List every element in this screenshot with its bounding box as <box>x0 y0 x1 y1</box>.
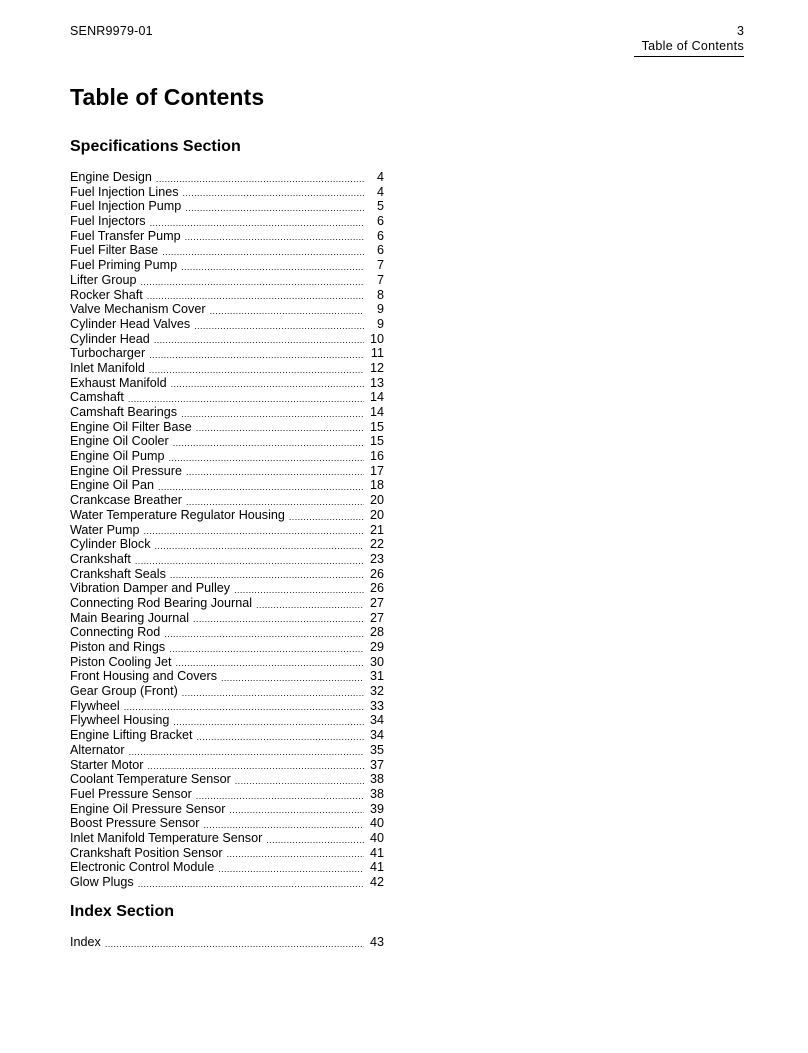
dot-leader <box>176 657 364 669</box>
toc-entry[interactable] <box>70 655 384 670</box>
toc-entry[interactable] <box>70 288 384 303</box>
toc-entry-page-number: 21 <box>369 522 384 537</box>
toc-entry-title: Fuel Filter Base <box>70 243 159 258</box>
toc-entry[interactable] <box>70 713 384 728</box>
toc-entry-title: Fuel Injection Lines <box>70 184 179 199</box>
dot-leader <box>147 290 364 302</box>
toc-entry-title: Cylinder Head Valves <box>70 316 191 331</box>
dot-leader <box>164 628 364 640</box>
dot-leader <box>173 716 364 728</box>
running-header-title: Table of Contents <box>641 39 744 53</box>
toc-entry-page-number: 35 <box>369 742 384 757</box>
dot-leader <box>128 393 364 405</box>
dot-leader <box>135 555 364 567</box>
toc-entry-title: Cylinder Block <box>70 537 151 552</box>
toc-entry[interactable] <box>70 743 384 758</box>
dot-leader <box>169 452 364 464</box>
index-section-heading: Index Section <box>70 903 175 920</box>
dot-leader <box>144 525 364 537</box>
toc-entry[interactable] <box>70 537 384 552</box>
dot-leader <box>229 804 364 816</box>
toc-entry-page-number: 29 <box>369 640 384 654</box>
toc-entry-title: Inlet Manifold Temperature Sensor <box>70 830 263 845</box>
toc-entry[interactable] <box>70 185 384 200</box>
toc-entry-page-number: 41 <box>369 860 384 875</box>
toc-entry-page-number: 38 <box>369 772 384 787</box>
toc-entry-title: Valve Mechanism Cover <box>70 302 206 317</box>
dot-leader <box>266 834 364 846</box>
dot-leader <box>169 643 364 655</box>
dot-leader <box>138 878 364 890</box>
dot-leader <box>197 731 364 743</box>
toc-entry[interactable] <box>70 699 384 714</box>
dot-leader <box>185 231 364 243</box>
toc-entry-page-number: 40 <box>369 830 384 845</box>
dot-leader <box>124 701 364 713</box>
toc-entry-page-number: 11 <box>370 346 384 361</box>
toc-entry-title: Engine Oil Pressure <box>70 463 182 478</box>
toc-entry-page-number: 39 <box>369 801 384 816</box>
dot-leader <box>234 584 364 596</box>
toc-entry-page-number: 15 <box>369 434 384 449</box>
dot-leader <box>186 496 364 508</box>
dot-leader <box>218 863 364 875</box>
toc-entry[interactable] <box>70 170 384 185</box>
dot-leader <box>154 334 364 346</box>
toc-entry[interactable] <box>70 434 384 449</box>
dot-leader <box>129 746 364 758</box>
dot-leader <box>183 187 364 199</box>
toc-entry-page-number: 41 <box>369 845 384 860</box>
dot-leader <box>147 760 364 772</box>
dot-leader <box>182 687 364 699</box>
toc-entry[interactable] <box>70 508 384 523</box>
toc-entry-title: Engine Oil Filter Base <box>70 419 192 434</box>
dot-leader <box>149 364 364 376</box>
toc-entry[interactable] <box>70 802 384 817</box>
toc-entry[interactable] <box>70 302 384 317</box>
toc-entry-page-number: 6 <box>376 243 384 258</box>
toc-entry-title: Glow Plugs <box>70 875 134 889</box>
dot-leader <box>155 540 365 552</box>
toc-entry-page-number: 28 <box>369 625 384 640</box>
toc-entry-page-number: 34 <box>369 728 384 743</box>
specifications-toc-list <box>70 170 384 890</box>
page-number: 3 <box>737 24 744 38</box>
toc-entry-title: Engine Oil Pan <box>70 478 155 493</box>
toc-entry[interactable] <box>70 581 384 596</box>
toc-entry-page-number: 6 <box>376 228 384 243</box>
dot-leader <box>185 202 364 214</box>
toc-entry-title: Vibration Damper and Pulley <box>70 581 231 596</box>
toc-entry-page-number: 15 <box>369 419 384 434</box>
toc-entry[interactable] <box>70 493 384 508</box>
toc-entry-title: Exhaust Manifold <box>70 375 167 390</box>
toc-entry-page-number: 13 <box>369 375 384 390</box>
dot-leader <box>170 569 364 581</box>
dot-leader <box>149 349 364 361</box>
toc-entry[interactable] <box>70 625 384 640</box>
page-title: Table of Contents <box>70 84 265 110</box>
dot-leader <box>186 466 364 478</box>
toc-entry-page-number: 27 <box>369 595 384 610</box>
toc-entry-page-number: 26 <box>369 581 384 596</box>
index-toc-list <box>70 935 384 950</box>
toc-entry-title: Fuel Pressure Sensor <box>70 786 192 801</box>
toc-entry[interactable] <box>70 346 384 361</box>
toc-entry[interactable] <box>70 860 384 875</box>
toc-entry[interactable] <box>70 405 384 420</box>
toc-entry-page-number: 42 <box>369 875 384 889</box>
dot-leader <box>156 173 364 185</box>
toc-entry-title: Engine Oil Pump <box>70 449 165 464</box>
toc-entry[interactable] <box>70 935 384 950</box>
toc-entry-title: Crankshaft Seals <box>70 566 166 581</box>
toc-entry-title: Coolant Temperature Sensor <box>70 772 231 787</box>
toc-entry[interactable] <box>70 273 384 288</box>
toc-entry-page-number: 40 <box>369 816 384 831</box>
dot-leader <box>227 848 364 860</box>
toc-entry[interactable] <box>70 772 384 787</box>
toc-entry-page-number: 20 <box>369 493 384 508</box>
toc-entry-title: Camshaft <box>70 390 124 405</box>
toc-entry[interactable] <box>70 567 384 582</box>
dot-leader <box>150 217 364 229</box>
toc-entry[interactable] <box>70 831 384 846</box>
dot-leader <box>171 378 364 390</box>
toc-entry-title: Gear Group (Front) <box>70 684 178 699</box>
toc-entry-page-number: 4 <box>376 184 384 199</box>
toc-entry-page-number: 32 <box>369 684 384 699</box>
toc-entry-page-number: 7 <box>376 258 384 273</box>
toc-entry-title: Front Housing and Covers <box>70 669 217 684</box>
dot-leader <box>173 437 364 449</box>
toc-entry-title: Connecting Rod Bearing Journal <box>70 595 253 610</box>
toc-entry-title: Rocker Shaft <box>70 287 143 302</box>
toc-entry[interactable] <box>70 376 384 391</box>
toc-entry-page-number: 22 <box>369 537 384 552</box>
toc-entry[interactable] <box>70 449 384 464</box>
toc-entry-page-number: 5 <box>376 199 384 214</box>
toc-entry-page-number: 20 <box>369 507 384 522</box>
toc-entry[interactable] <box>70 478 384 493</box>
toc-entry-title: Crankshaft <box>70 551 131 566</box>
toc-entry-page-number: 18 <box>369 478 384 493</box>
toc-entry[interactable] <box>70 728 384 743</box>
toc-entry[interactable] <box>70 332 384 347</box>
toc-entry[interactable] <box>70 258 384 273</box>
dot-leader <box>181 408 364 420</box>
dot-leader <box>235 775 364 787</box>
toc-entry-title: Piston and Rings <box>70 640 166 654</box>
toc-entry-title: Main Bearing Journal <box>70 610 190 625</box>
toc-entry[interactable] <box>70 640 384 655</box>
document-number: SENR9979-01 <box>70 24 153 38</box>
toc-entry[interactable] <box>70 552 384 567</box>
dot-leader <box>194 320 364 332</box>
toc-entry-page-number: 26 <box>369 566 384 581</box>
toc-entry-title: Index <box>70 935 101 949</box>
toc-entry-title: Alternator <box>70 742 125 757</box>
toc-entry-title: Piston Cooling Jet <box>70 654 172 669</box>
dot-leader <box>210 305 364 317</box>
dot-leader <box>221 672 364 684</box>
toc-entry[interactable] <box>70 214 384 229</box>
toc-entry-page-number: 23 <box>369 551 384 566</box>
dot-leader <box>196 790 364 802</box>
toc-entry[interactable] <box>70 199 384 214</box>
dot-leader <box>181 261 364 273</box>
toc-entry[interactable] <box>70 361 384 376</box>
toc-entry[interactable] <box>70 684 384 699</box>
toc-entry[interactable] <box>70 758 384 773</box>
toc-entry-page-number: 12 <box>369 360 384 375</box>
toc-entry[interactable] <box>70 816 384 831</box>
toc-entry[interactable] <box>70 390 384 405</box>
toc-entry-page-number: 4 <box>376 170 384 184</box>
toc-entry-title: Water Temperature Regulator Housing <box>70 507 285 522</box>
toc-entry-title: Fuel Injectors <box>70 214 146 229</box>
toc-entry-page-number: 43 <box>369 935 384 949</box>
toc-entry-page-number: 14 <box>369 390 384 405</box>
toc-entry[interactable] <box>70 875 384 890</box>
toc-entry[interactable] <box>70 317 384 332</box>
toc-entry-page-number: 27 <box>369 610 384 625</box>
toc-entry-title: Engine Lifting Bracket <box>70 728 193 743</box>
dot-leader <box>162 246 364 258</box>
toc-entry-title: Cylinder Head <box>70 331 150 346</box>
toc-entry-title: Turbocharger <box>70 346 146 361</box>
dot-leader <box>289 511 364 523</box>
dot-leader <box>256 599 364 611</box>
toc-entry-title: Camshaft Bearings <box>70 405 178 419</box>
toc-entry-title: Fuel Transfer Pump <box>70 228 181 243</box>
header-underline <box>634 56 744 57</box>
toc-entry-page-number: 9 <box>376 302 384 317</box>
toc-entry[interactable] <box>70 464 384 479</box>
toc-entry[interactable] <box>70 229 384 244</box>
toc-entry[interactable] <box>70 846 384 861</box>
toc-entry-page-number: 16 <box>369 449 384 464</box>
toc-entry-page-number: 31 <box>369 669 384 684</box>
toc-entry-title: Flywheel Housing <box>70 713 170 728</box>
toc-entry[interactable] <box>70 523 384 538</box>
toc-entry-page-number: 34 <box>369 713 384 728</box>
specifications-section-heading: Specifications Section <box>70 138 241 155</box>
toc-entry[interactable] <box>70 611 384 626</box>
toc-entry-title: Fuel Priming Pump <box>70 258 178 273</box>
toc-entry[interactable] <box>70 243 384 258</box>
toc-entry-page-number: 38 <box>369 786 384 801</box>
toc-entry-page-number: 9 <box>376 316 384 331</box>
dot-leader <box>196 422 364 434</box>
toc-entry-title: Flywheel <box>70 698 120 713</box>
toc-entry-page-number: 7 <box>376 272 384 287</box>
toc-entry-title: Inlet Manifold <box>70 360 145 375</box>
toc-entry-title: Lifter Group <box>70 272 137 287</box>
toc-entry-page-number: 17 <box>369 463 384 478</box>
toc-entry[interactable] <box>70 596 384 611</box>
toc-entry-title: Starter Motor <box>70 757 144 772</box>
dot-leader <box>158 481 364 493</box>
toc-entry-page-number: 6 <box>376 214 384 229</box>
toc-entry-title: Engine Oil Pressure Sensor <box>70 801 226 816</box>
dot-leader <box>193 613 364 625</box>
toc-entry-title: Fuel Injection Pump <box>70 199 182 214</box>
toc-entry-title: Engine Oil Cooler <box>70 434 169 449</box>
toc-entry-title: Boost Pressure Sensor <box>70 816 200 831</box>
toc-entry-page-number: 8 <box>376 287 384 302</box>
toc-entry-title: Water Pump <box>70 522 140 537</box>
toc-entry-page-number: 37 <box>369 757 384 772</box>
dot-leader <box>141 276 365 288</box>
toc-entry-title: Connecting Rod <box>70 625 161 640</box>
toc-entry[interactable] <box>70 787 384 802</box>
dot-leader <box>204 819 365 831</box>
toc-entry-page-number: 30 <box>369 654 384 669</box>
toc-entry-page-number: 14 <box>369 405 384 419</box>
toc-entry-title: Engine Design <box>70 170 152 184</box>
toc-entry-title: Crankshaft Position Sensor <box>70 845 223 860</box>
dot-leader <box>105 938 364 950</box>
toc-entry[interactable] <box>70 669 384 684</box>
toc-entry-title: Crankcase Breather <box>70 493 182 508</box>
toc-entry[interactable] <box>70 420 384 435</box>
toc-entry-page-number: 33 <box>369 698 384 713</box>
toc-entry-title: Electronic Control Module <box>70 860 215 875</box>
toc-entry-page-number: 10 <box>369 331 384 346</box>
